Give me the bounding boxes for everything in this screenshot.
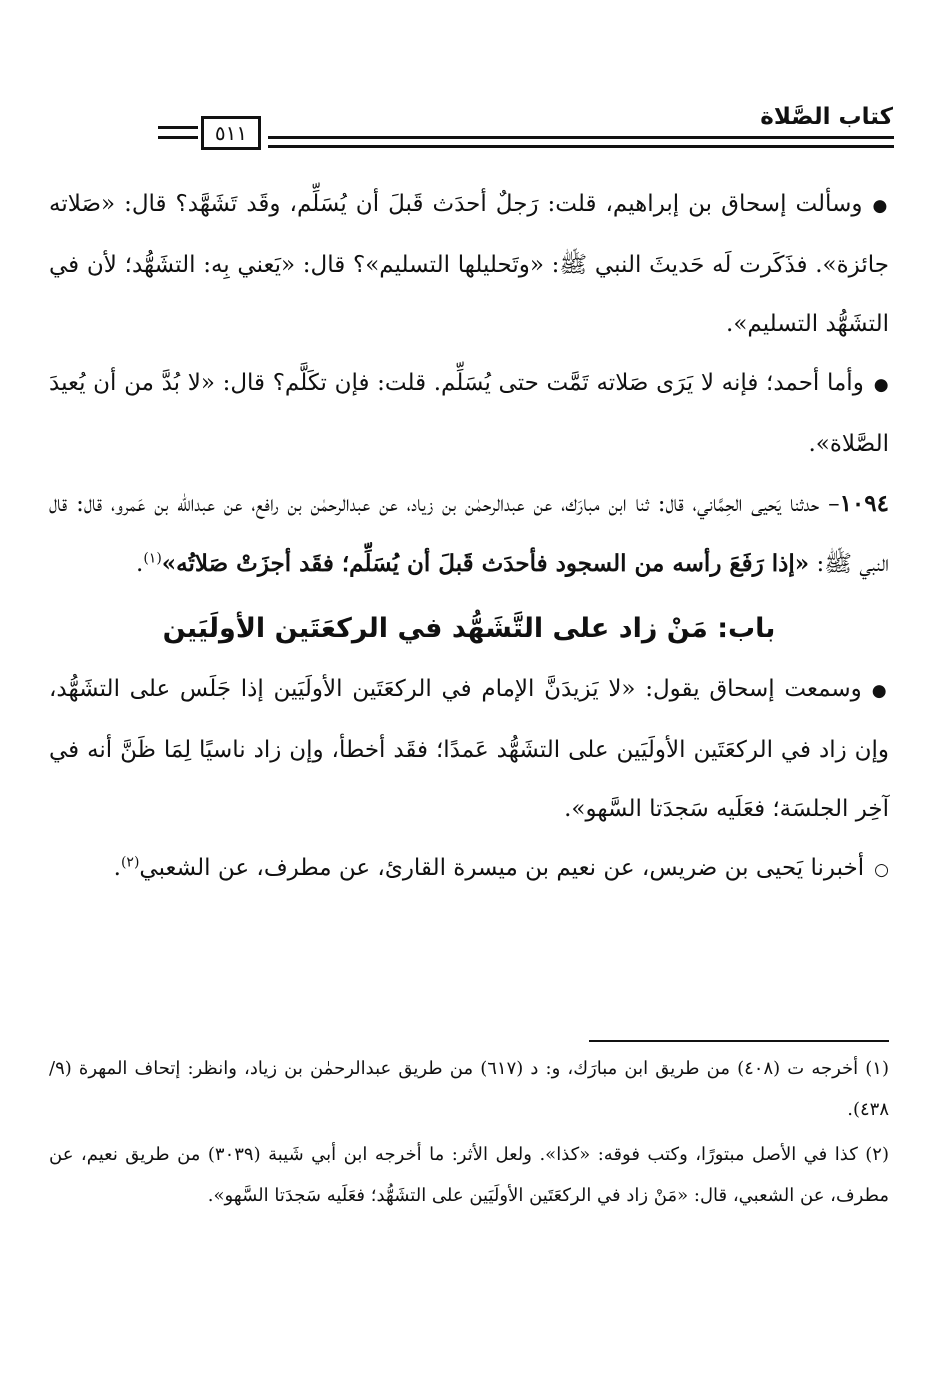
hadith-text: «إذا رَفَعَ رأسه من السجود فأحدَث قَبلَ أن يُسَلِّم؛ فقَد أجزَتْ صَلاتُه» [161, 550, 810, 577]
header-rule-left-bottom [158, 136, 198, 139]
header-rule-right-top [268, 136, 894, 139]
footnotes [49, 1048, 889, 1220]
footnote-ref-2: (٢) [120, 854, 140, 871]
header-rule-left-top [158, 126, 198, 129]
header-rule-right-bottom [268, 145, 894, 148]
bullet-mark: ● [873, 375, 889, 395]
footnote-separator [589, 1040, 889, 1042]
page-number: ٥١١ [201, 116, 261, 150]
paragraph-yahya-narration [49, 839, 889, 900]
paragraph-text: وسألت إسحاق بن إبراهيم، قلت: رَجلٌ أحدَث قَبلَ أن يُسَلِّم، وقَد تَشَهَّد؟ قال: «صَلاته جائزة». فذَكَرت لَه حَديثَ النبي ﷺ: «وتَحليلها التسليم»؟ قال: «يَعني بِه: التشَهُّد؛ لأن في التشَهُّد التسليم». [49, 191, 889, 337]
section-heading: باب: مَنْ زاد على التَّشَهُّد في الركعَتَين الأولَيَين [162, 613, 776, 644]
paragraph-text: وأما أحمد؛ فإنه لا يَرَى صَلاته تَمَّت حتى يُسَلِّم. قلت: فإن تكَلَّم؟ قال: «لا بُدَّ من أن يُعيدَ الصَّلاة». [49, 370, 889, 457]
hadith-number: ١٠٩٤ [839, 490, 889, 517]
paragraph-text: وسمعت إسحاق يقول: «لا يَزيدَنَّ الإمام في الركعَتَين الأولَيَين إذا جَلَس على التشَهُّد، وإن زاد في الركعَتَين الأولَيَين على التشَهُّد عَمدًا؛ فقَد أخطأ، وإن زاد ناسيًا لِمَا ظَنَّ أنه في آخِر الجلسَة؛ فعَلَيه سَجدَتا السَّهو». [49, 676, 889, 822]
bullet-mark: ● [871, 681, 889, 701]
running-title: كتاب الصَّلاة [760, 104, 893, 130]
body-text [49, 175, 889, 900]
footnote-1: (١) أخرجه ت (٤٠٨) من طريق ابن مبارَك، و: د (٦١٧) من طريق عبدالرحمٰن بن زياد، وانظر: إتحاف المهرة (٩/ ٤٣٨). [49, 1058, 889, 1120]
ring-mark: ○ [874, 860, 889, 880]
paragraph-ishaq-saying [49, 660, 889, 839]
footnote-2: (٢) كذا في الأصل مبتورًا، وكتب فوقه: «كذا». ولعل الأثر: ما أخرجه ابن أبي شَيبة (٣٠٣٩) من طريق نعيم، عن مطرف، عن الشعبي، قال: «مَنْ زاد في الركعَتَين الأولَيَين على التشَهُّد؛ فعَلَيه سَجدَتا السَّهو». [49, 1144, 889, 1206]
bullet-mark: ● [872, 196, 889, 216]
paragraph-ishaq-question [49, 175, 889, 354]
paragraph-hadith-1094 [49, 474, 889, 594]
hadith-chain: – حدثنا يَحيى الحِمَّاني، قال: ثنا ابن مبارَك، عن عبدالرحمٰن بن زياد، عن عبدالرحمٰن بن رافع، عن عبدالله بن عَمرو، قال: قال النبي ﷺ: [49, 491, 889, 577]
paragraph-ahmad-opinion [49, 354, 889, 474]
footnote-ref-1: (١) [143, 550, 162, 567]
paragraph-end: . [113, 855, 121, 881]
paragraph-text: أخبرنا يَحيى بن ضريس، عن نعيم بن ميسرة القارئ، عن مطرف، عن الشعبي [139, 855, 865, 881]
hadith-end: . [136, 551, 144, 577]
